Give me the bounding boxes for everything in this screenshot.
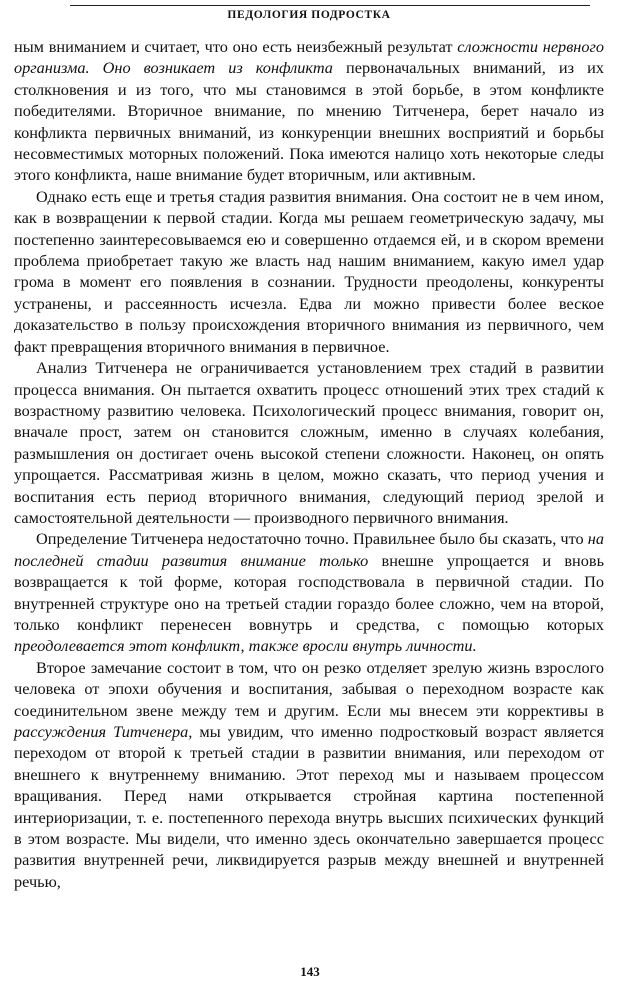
page-number: 143 xyxy=(300,964,320,979)
text-segment: Второе замечание состоит в том, что он резко отделяет зрелую жизнь взрослого человека от эпохи обучения и воспитания, забывая о переходном возрасте как соединительном звене между тем и другим. Если мы внесем эти коррективы в xyxy=(14,657,604,720)
paragraph xyxy=(14,186,604,357)
header-rule xyxy=(70,5,590,6)
text-segment: ным вниманием и считает, что оно есть неизбежный результат xyxy=(14,37,458,56)
text-segment: Однако есть еще и третья стадия развития внимания. Она состоит не в чем ином, как в возвращении к первой стадии. Когда мы решаем геометрическую задачу, мы постепенно заинтересовываемся ею и совершенно отдаемся ей, и в скором времени проблема приобретает такую же власть над нашим вниманием, какую имел удар грома в момент его появления в сознании. Трудности преодолены, конкуренты устранены, и рассеянность исчезла. Едва ли можно привести более веское доказательство в пользу происхождения вторичного внимания из первичного, чем факт превращения вторичного внимания в первичное. xyxy=(14,186,604,356)
body-text xyxy=(14,36,604,892)
paragraph xyxy=(14,657,604,892)
text-segment: Определение Титченера недостаточно точно. Правильнее было бы сказать, что xyxy=(36,529,588,549)
italic-text: на последней стадии развития внимание только xyxy=(14,529,604,570)
italic-text: рассуждения Титченера, xyxy=(14,722,193,741)
paragraph xyxy=(14,357,604,528)
paragraph xyxy=(14,36,604,186)
text-segment: первоначальных вниманий, из их столкновения и из того, что мы становимся в этой борьбе, в этом конфликте победителями. Вторичное внимание, по мнению Титченера, берет начало из конфликта первичных вниманий, из конкуренции внешних восприятий и борьбы несовместимых моторных положений. Пока имеются налицо хоть некоторые следы этого конфликта, наше внимание будет вторичным, или активным. xyxy=(14,58,604,185)
running-head: ПЕДОЛОГИЯ ПОДРОСТКА xyxy=(227,9,391,21)
text-segment: Анализ Титченера не ограничивается установлением трех стадий в развитии процесса внимания. Он пытается охватить процесс отношений этих трех стадий к возрастному развитию человека. Психологический процесс внимания, говорит он, вначале прост, затем он становится сложным, именно в случаях колебания, размышления он достигает очень высокой степени сложности. Наконец, он опять упрощается. Рассматривая жизнь в целом, можно сказать, что период учения и воспитания есть период вторичного внимания, следующий период зрелой и самостоятельной деятельности — производного первичного внимания. xyxy=(14,358,604,527)
paragraph xyxy=(14,528,604,656)
text-segment: внешне упрощается и вновь возвращается к той форме, которая господствовала в первичной стадии. По внутренней структуре оно на третьей стадии гораздо более сложно, чем на второй, только конфликт перенесен вовнутрь и средства, с помощью которых xyxy=(14,550,604,634)
italic-text: сложности нервного организма. Оно возникает из конфликта xyxy=(14,37,604,78)
text-segment: мы увидим, что именно подростковый возраст является переходом от второй к третьей стадии в развитии внимания, или переходом от внешнего к внутреннему вниманию. Этот переход мы и называем процессом вращивания. Перед нами открывается стройная картина постепенной интериоризации, т. е. постепенного перехода внутрь высших психических функций в этом возрасте. Мы видели, что именно здесь окончательно завершается процесс развития внутренней речи, ликвидируется разрыв между внешней и внутренней речью, xyxy=(14,722,604,891)
italic-text: преодолевается этот конфликт, также вросли внутрь личности. xyxy=(14,636,477,656)
